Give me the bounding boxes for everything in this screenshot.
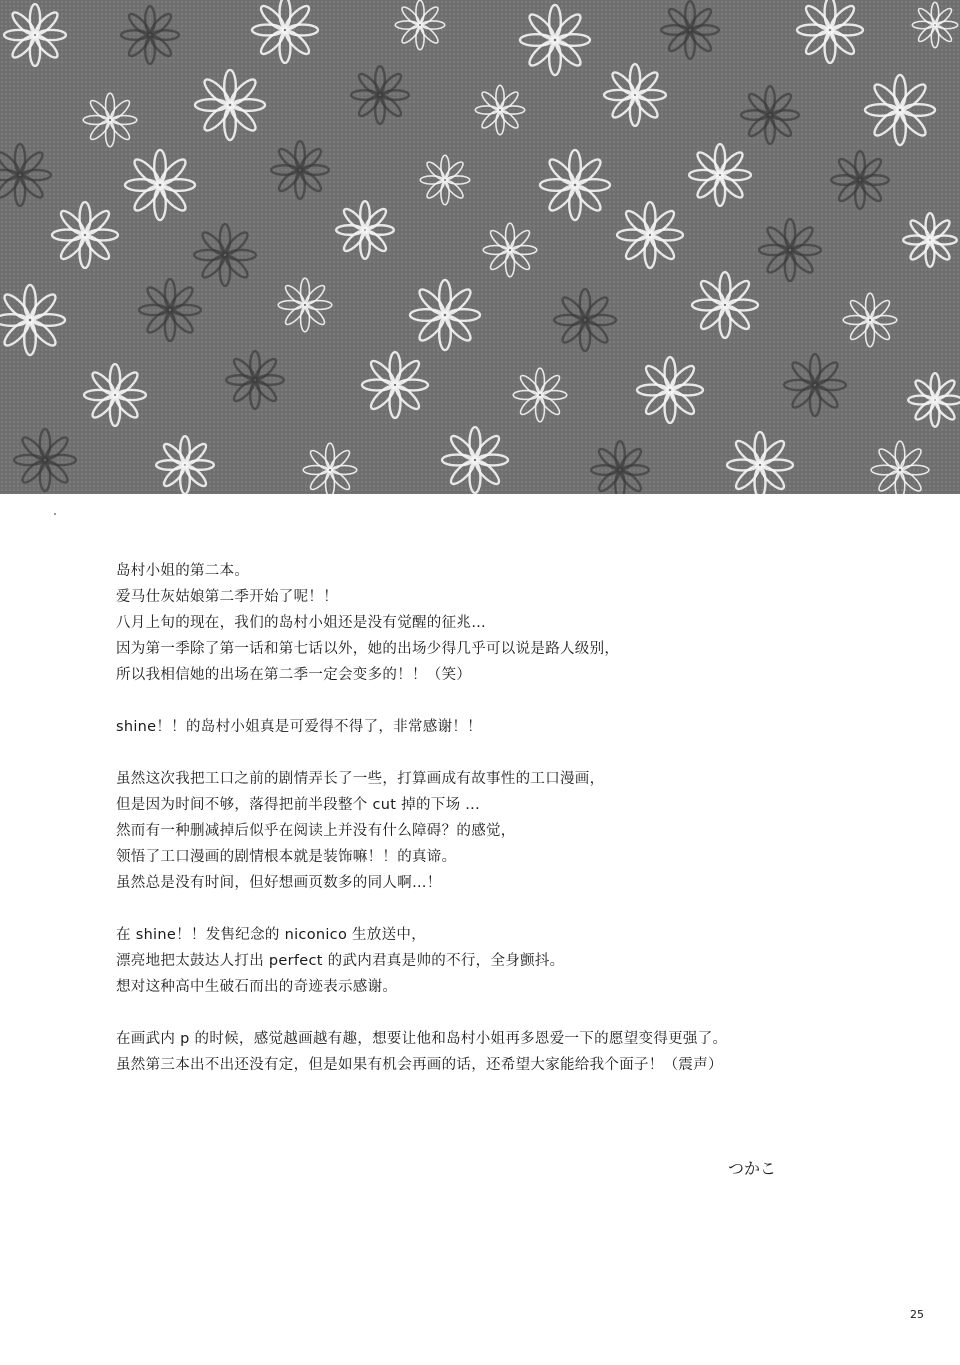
- flower-motif: [908, 373, 960, 427]
- text-line: 虽然第三本出不出还没有定，但是如果有机会再画的话，还希望大家能给我个面子！（震声）: [116, 1057, 723, 1073]
- flower-motif: [303, 443, 357, 494]
- flower-motif: [797, 0, 863, 63]
- flower-motif: [843, 293, 897, 347]
- flower-motif: [226, 351, 284, 409]
- blank-line: [116, 1000, 836, 1026]
- afterword-text: [116, 558, 836, 1078]
- text-line: 虽然这次我把工口之前的剧情弄长了一些，打算画成有故事性的工口漫画，: [116, 771, 605, 787]
- flower-motif: [156, 436, 214, 494]
- flower-motif: [741, 86, 799, 144]
- flower-motif: [912, 2, 957, 47]
- text-line: 因为第一季除了第一话和第七话以外，她的出场少得几乎可以说是路人级别，: [116, 641, 620, 657]
- flower-motif: [520, 5, 590, 75]
- flower-motif: [52, 202, 118, 268]
- flower-motif: [14, 429, 76, 491]
- flower-motif: [727, 432, 793, 494]
- flower-motif: [617, 202, 683, 268]
- flower-motif: [351, 66, 409, 124]
- flower-motif: [661, 1, 719, 59]
- flower-motif: [395, 0, 444, 49]
- flower-motif: [84, 364, 146, 426]
- flower-motif: [125, 150, 195, 220]
- flower-motif: [0, 285, 65, 355]
- flower-motif: [121, 6, 179, 64]
- floral-banner: [0, 0, 960, 494]
- flower-motif: [139, 279, 201, 341]
- flower-motif: [362, 352, 428, 418]
- flower-motif: [903, 213, 957, 267]
- flower-motif: [475, 85, 524, 134]
- flower-pattern: [0, 0, 960, 494]
- flower-motif: [410, 280, 480, 350]
- flower-motif: [692, 272, 758, 338]
- flower-motif: [759, 219, 821, 281]
- flower-motif: [194, 224, 256, 286]
- flower-motif: [336, 201, 394, 259]
- flower-motif: [540, 150, 610, 220]
- text-line: 在画武内 p 的时候，感觉越画越有趣，想要让他和岛村小姐再多恩爱一下的愿望变得更强了。: [116, 1031, 728, 1047]
- flower-motif: [637, 357, 703, 423]
- flower-motif: [442, 427, 508, 493]
- text-line: 想对这种高中生破石而出的奇迹表示感谢。: [116, 979, 398, 995]
- blank-line: [116, 688, 836, 714]
- flower-motif: [4, 4, 66, 66]
- flower-motif: [271, 141, 329, 199]
- flower-motif: [604, 64, 666, 126]
- text-line: 所以我相信她的出场在第二季一定会变多的！！（笑）: [116, 667, 472, 683]
- text-line: 领悟了工口漫画的剧情根本就是装饰嘛！！的真谛。: [116, 849, 457, 865]
- flower-motif: [784, 354, 846, 416]
- text-line: 漂亮地把太鼓达人打出 perfect 的武内君真是帅的不行，全身颤抖。: [116, 953, 565, 969]
- flower-motif: [554, 289, 616, 351]
- blank-line: [116, 740, 836, 766]
- flower-motif: [420, 155, 469, 204]
- text-line: 虽然总是没有时间，但好想画页数多的同人啊…！: [116, 875, 442, 891]
- text-line: 八月上旬的现在，我们的岛村小姐还是没有觉醒的征兆…: [116, 615, 486, 631]
- flower-motif: [278, 278, 332, 332]
- flower-motif: [483, 223, 537, 277]
- blank-line: [116, 896, 836, 922]
- text-line: 在 shine！！发售纪念的 niconico 生放送中，: [116, 927, 427, 943]
- flower-motif: [591, 441, 649, 494]
- flower-motif: [831, 151, 889, 209]
- flower-motif: [195, 70, 265, 140]
- flower-motif: [865, 75, 935, 145]
- flower-motif: [83, 93, 137, 147]
- text-line: 但是因为时间不够，落得把前半段整个 cut 掉的下场 ...: [116, 797, 480, 813]
- text-line: 爱马仕灰姑娘第二季开始了呢！！: [116, 589, 338, 605]
- flower-motif: [689, 144, 751, 206]
- flower-motif: [513, 368, 567, 422]
- page-number: 25: [910, 1308, 924, 1321]
- stray-mark: [54, 513, 56, 515]
- flower-motif: [871, 441, 929, 494]
- text-line: shine！！的岛村小姐真是可爱得不得了，非常感谢！！: [116, 719, 482, 735]
- text-line: 岛村小姐的第二本。: [116, 563, 250, 579]
- author-signature: つかこ: [728, 1159, 777, 1178]
- flower-motif: [252, 0, 318, 63]
- flower-motif: [0, 144, 51, 206]
- text-line: 然而有一种删减掉后似乎在阅读上并没有什么障碍？的感觉，: [116, 823, 516, 839]
